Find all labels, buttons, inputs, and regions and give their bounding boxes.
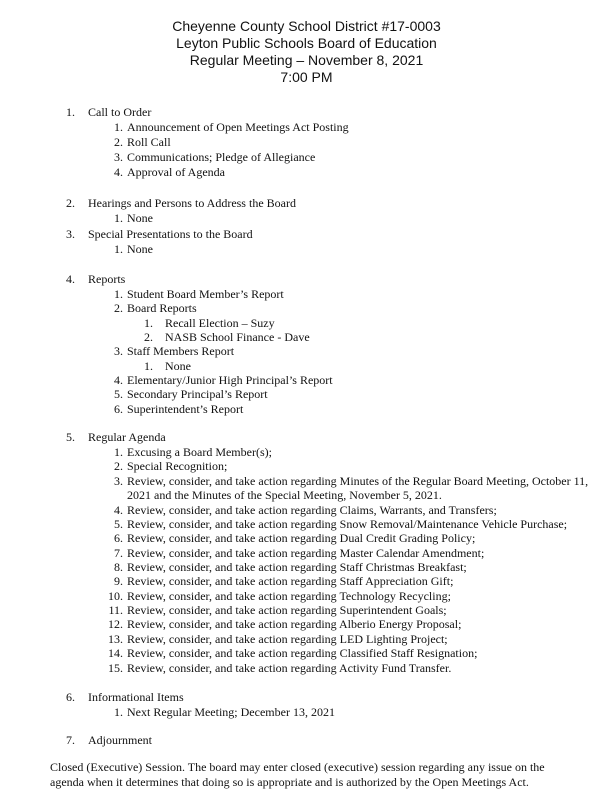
section-title: Regular Agenda [88, 430, 166, 444]
item-number: 7. [114, 546, 123, 560]
item-label: Review, consider, and take action regarding Claims, Warrants, and Transfers; [127, 503, 497, 517]
item-label: Roll Call [127, 135, 171, 149]
item-number: 1. [114, 287, 123, 301]
item-number: 2. [114, 135, 123, 149]
closed-session-note: Closed (Executive) Session. The board may enter closed (executive) session regarding any issue on the agenda when it determines that doing so is appropriate and is authorized by the Open Meetings Act. [50, 760, 545, 789]
subitem-number: 1. [144, 316, 153, 330]
item-label: Review, consider, and take action regarding Superintendent Goals; [127, 603, 447, 617]
board-name: Leyton Public Schools Board of Education [176, 35, 437, 51]
section-number: 6. [66, 690, 75, 704]
item-number: 5. [114, 387, 123, 401]
item-label: None [127, 242, 153, 256]
item-label: Staff Members Report [127, 344, 235, 358]
item-label: Review, consider, and take action regarding Dual Credit Grading Policy; [127, 531, 476, 545]
subitem-label: Recall Election – Suzy [165, 316, 275, 330]
item-label-continuation: 2021 and the Minutes of the Special Meeting, November 5, 2021. [127, 488, 442, 502]
item-label: Review, consider, and take action regarding Classified Staff Resignation; [127, 646, 478, 660]
item-number: 1. [114, 120, 123, 134]
item-number: 3. [114, 474, 123, 488]
subitem-label: NASB School Finance - Dave [165, 330, 310, 344]
item-number: 4. [114, 503, 123, 517]
meeting-time: 7:00 PM [280, 69, 333, 85]
item-label: Board Reports [127, 301, 197, 315]
item-number: 13. [108, 632, 123, 646]
item-label: Review, consider, and take action regarding Activity Fund Transfer. [127, 661, 452, 675]
section-number: 7. [66, 733, 75, 747]
item-label: Review, consider, and take action regarding Staff Appreciation Gift; [127, 574, 454, 588]
section-number: 3. [66, 227, 75, 241]
district-name: Cheyenne County School District #17-0003 [172, 18, 441, 34]
item-number: 12. [108, 617, 123, 631]
item-label: Review, consider, and take action regarding Alberio Energy Proposal; [127, 617, 462, 631]
item-label: Review, consider, and take action regarding Minutes of the Regular Board Meeting, October 11, [127, 474, 589, 488]
item-number: 15. [108, 661, 123, 675]
item-number: 1. [114, 445, 123, 459]
item-number: 2. [114, 459, 123, 473]
meeting-title: Regular Meeting – November 8, 2021 [189, 52, 424, 68]
item-number: 9. [114, 574, 123, 588]
item-number: 8. [114, 560, 123, 574]
item-number: 4. [114, 373, 123, 387]
item-label: Elementary/Junior High Principal’s Report [127, 373, 333, 387]
section-title: Informational Items [88, 690, 184, 704]
subitem-label: None [165, 359, 191, 373]
item-label: Communications; Pledge of Allegiance [127, 150, 316, 164]
item-number: 6. [114, 531, 123, 545]
item-label: Special Recognition; [127, 459, 228, 473]
item-number: 1. [114, 211, 123, 225]
item-number: 4. [114, 165, 123, 179]
section-number: 5. [66, 430, 75, 444]
section-title: Hearings and Persons to Address the Board [88, 196, 296, 210]
item-label: None [127, 211, 153, 225]
section-number: 1. [66, 105, 75, 119]
item-number: 6. [114, 402, 123, 416]
section-number: 2. [66, 196, 75, 210]
item-number: 3. [114, 344, 123, 358]
item-number: 1. [114, 705, 123, 719]
item-number: 5. [114, 517, 123, 531]
item-number: 1. [114, 242, 123, 256]
subitem-number: 2. [144, 330, 153, 344]
item-label: Superintendent’s Report [127, 402, 244, 416]
item-label: Review, consider, and take action regarding Technology Recycling; [127, 589, 451, 603]
document-header [0, 18, 613, 86]
section-title: Adjournment [88, 733, 152, 747]
item-label: Student Board Member’s Report [127, 287, 284, 301]
item-label: Review, consider, and take action regarding Master Calendar Amendment; [127, 546, 485, 560]
item-label: Review, consider, and take action regarding Staff Christmas Breakfast; [127, 560, 467, 574]
item-number: 11. [108, 603, 123, 617]
item-label: Review, consider, and take action regarding LED Lighting Project; [127, 632, 448, 646]
item-label: Secondary Principal’s Report [127, 387, 268, 401]
item-number: 3. [114, 150, 123, 164]
section-title: Reports [88, 272, 126, 286]
section-number: 4. [66, 272, 75, 286]
subitem-number: 1. [144, 359, 153, 373]
item-label: Announcement of Open Meetings Act Posting [127, 120, 349, 134]
section-title: Call to Order [88, 105, 152, 119]
item-label: Next Regular Meeting; December 13, 2021 [127, 705, 335, 719]
item-label: Review, consider, and take action regarding Snow Removal/Maintenance Vehicle Purchase; [127, 517, 568, 531]
item-number: 14. [108, 646, 123, 660]
item-label: Approval of Agenda [127, 165, 225, 179]
section-title: Special Presentations to the Board [88, 227, 253, 241]
item-number: 10. [108, 589, 123, 603]
item-label: Excusing a Board Member(s); [127, 445, 272, 459]
item-number: 2. [114, 301, 123, 315]
